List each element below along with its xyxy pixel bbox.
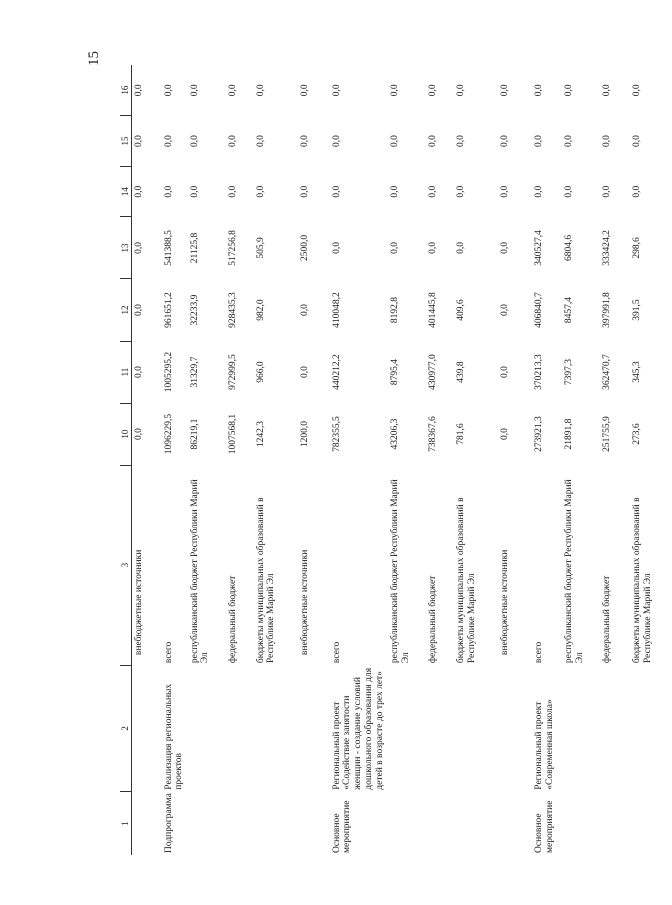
row-project-name xyxy=(188,665,226,792)
row-value: 0,0 xyxy=(331,135,342,147)
row-section-type: Основное мероприятие xyxy=(331,800,353,853)
row-value: 0,0 xyxy=(564,84,575,97)
row-value: 0,0 xyxy=(534,135,545,147)
column-header: 13 xyxy=(120,217,132,279)
row-value: 8457,4 xyxy=(564,296,575,324)
row-value: 1005295,2 xyxy=(163,351,174,393)
row-value: 0,0 xyxy=(189,135,200,147)
row-value: 1007568,1 xyxy=(227,413,238,455)
row-value: 781,6 xyxy=(456,423,467,445)
row-value: 0,0 xyxy=(299,135,310,147)
row-value: 1242,3 xyxy=(255,421,266,448)
row-value: 0,0 xyxy=(134,185,144,198)
column-header: 12 xyxy=(120,279,132,341)
row-project-name xyxy=(254,665,298,792)
table-row xyxy=(188,65,226,855)
row-value: 0,0 xyxy=(189,84,200,97)
row-value: 0,0 xyxy=(456,242,467,254)
row-value: 0,0 xyxy=(428,242,439,254)
row-value: 0,0 xyxy=(390,185,401,198)
row-value: 0,0 xyxy=(255,185,266,198)
column-header: 14 xyxy=(120,166,132,217)
row-value: 440212,2 xyxy=(331,354,342,390)
row-value: 0,0 xyxy=(456,185,467,198)
table-row xyxy=(630,65,672,855)
row-value: 0,0 xyxy=(227,135,238,147)
row-value: 0,0 xyxy=(602,84,613,97)
row-value: 0,0 xyxy=(500,135,511,147)
row-value: 333424,2 xyxy=(602,230,613,266)
row-value: 0,0 xyxy=(299,185,310,198)
row-value: 1096229,5 xyxy=(163,413,174,455)
row-value: 439,8 xyxy=(456,361,467,383)
table-row xyxy=(562,65,600,855)
row-value: 43206,3 xyxy=(390,418,401,450)
row-funding-source: всего xyxy=(534,641,545,664)
row-section-type xyxy=(188,792,226,855)
row-funding-source: внебюджетные источники xyxy=(299,549,310,656)
table-row xyxy=(254,65,298,855)
row-value: 410048,2 xyxy=(331,292,342,328)
row-value: 298,6 xyxy=(632,237,643,259)
row-section-type xyxy=(600,792,630,855)
row-funding-source: республиканский бюджет Республики Марий Эл xyxy=(390,479,412,664)
row-value: 32233,9 xyxy=(189,294,200,326)
row-section-type xyxy=(630,792,672,855)
table-row xyxy=(454,65,498,855)
row-value: 345,3 xyxy=(632,361,643,383)
row-value: 7397,3 xyxy=(564,358,575,386)
row-value: 273,6 xyxy=(632,423,643,445)
row-section-type xyxy=(454,792,498,855)
page-number: 15 xyxy=(86,51,102,66)
row-value: 0,0 xyxy=(534,185,545,198)
row-value: 0,0 xyxy=(390,84,401,97)
row-value: 0,0 xyxy=(428,185,439,198)
row-value: 0,0 xyxy=(632,185,643,198)
row-funding-source: всего xyxy=(163,641,174,664)
row-value: 0,0 xyxy=(564,135,575,147)
row-section-type xyxy=(298,792,330,855)
row-value: 1200,0 xyxy=(299,421,310,448)
row-value: 0,0 xyxy=(500,366,511,378)
row-value: 0,0 xyxy=(331,185,342,198)
row-value: 370213,3 xyxy=(534,354,545,390)
row-project-name: Реализация региональных проектов xyxy=(163,683,185,790)
row-funding-source: бюджеты муниципальных образований в Республике Марий Эл xyxy=(255,497,277,664)
row-section-type xyxy=(498,792,532,855)
row-project-name xyxy=(226,665,254,792)
row-project-name xyxy=(298,665,330,792)
table-row xyxy=(426,65,454,855)
row-value: 0,0 xyxy=(632,84,643,97)
table-row xyxy=(298,65,330,855)
row-value: 782355,5 xyxy=(331,416,342,452)
row-project-name: Региональный проект «Современная школа» xyxy=(534,699,556,790)
row-value: 391,5 xyxy=(632,299,643,321)
row-project-name xyxy=(388,665,426,792)
row-project-name xyxy=(132,665,162,792)
row-value: 0,0 xyxy=(390,242,401,254)
table-row xyxy=(132,65,162,855)
row-value: 0,0 xyxy=(500,428,511,440)
row-value: 0,0 xyxy=(428,84,439,97)
row-section-type xyxy=(388,792,426,855)
row-funding-source: республиканский бюджет Республики Марий Эл xyxy=(189,479,211,664)
row-value: 0,0 xyxy=(534,84,545,97)
row-value: 0,0 xyxy=(227,84,238,97)
row-value: 0,0 xyxy=(390,135,401,147)
row-value: 0,0 xyxy=(602,135,613,147)
budget-table xyxy=(120,65,672,855)
row-value: 505,9 xyxy=(255,237,266,259)
row-value: 0,0 xyxy=(299,84,310,97)
column-header: 3 xyxy=(120,465,132,665)
table-header xyxy=(120,65,132,855)
row-value: 0,0 xyxy=(163,135,174,147)
row-funding-source: федеральный бюджет xyxy=(227,575,238,664)
row-project-name xyxy=(498,665,532,792)
row-value: 0,0 xyxy=(299,304,310,316)
row-value: 0,0 xyxy=(134,366,144,378)
table-row xyxy=(600,65,630,855)
row-project-name xyxy=(600,665,630,792)
row-funding-source: бюджеты муниципальных образований в Республике Марий Эл xyxy=(456,497,478,664)
row-value: 21891,8 xyxy=(564,418,575,450)
row-value: 0,0 xyxy=(134,304,144,316)
row-value: 966,0 xyxy=(255,361,266,383)
row-value: 0,0 xyxy=(255,84,266,97)
row-value: 6804,6 xyxy=(564,234,575,262)
row-value: 0,0 xyxy=(163,84,174,97)
row-value: 0,0 xyxy=(500,304,511,316)
row-value: 0,0 xyxy=(331,242,342,254)
row-value: 0,0 xyxy=(564,185,575,198)
row-value: 2500,0 xyxy=(299,234,310,262)
row-section-type xyxy=(254,792,298,855)
row-value: 0,0 xyxy=(456,135,467,147)
row-value: 251755,9 xyxy=(602,416,613,452)
row-funding-source: республиканский бюджет Республики Марий Эл xyxy=(564,479,586,664)
row-value: 0,0 xyxy=(134,135,144,147)
row-value: 31329,7 xyxy=(189,356,200,388)
row-funding-source: бюджеты муниципальных образований в Республике Марий Эл xyxy=(632,497,654,664)
row-value: 0,0 xyxy=(428,135,439,147)
table-row xyxy=(226,65,254,855)
row-section-type: Основное мероприятие xyxy=(534,800,556,853)
column-header: 15 xyxy=(120,116,132,167)
row-value: 0,0 xyxy=(255,135,266,147)
row-value: 928435,3 xyxy=(227,292,238,328)
table-row xyxy=(532,65,562,855)
row-value: 0,0 xyxy=(134,428,144,440)
row-value: 0,0 xyxy=(299,366,310,378)
row-project-name xyxy=(630,665,672,792)
row-value: 273921,3 xyxy=(534,416,545,452)
row-value: 0,0 xyxy=(331,84,342,97)
row-value: 0,0 xyxy=(227,185,238,198)
row-value: 86219,1 xyxy=(189,418,200,450)
row-section-type xyxy=(562,792,600,855)
table-row xyxy=(498,65,532,855)
table-row xyxy=(388,65,426,855)
row-funding-source: федеральный бюджет xyxy=(602,575,613,664)
row-value: 0,0 xyxy=(632,135,643,147)
row-value: 738367,6 xyxy=(428,416,439,452)
row-section-type: Подпрограмма xyxy=(163,793,174,853)
row-value: 406840,7 xyxy=(534,292,545,328)
column-header: 10 xyxy=(120,403,132,465)
row-value: 8795,4 xyxy=(390,358,401,386)
row-value: 541388,5 xyxy=(163,230,174,266)
row-value: 401445,8 xyxy=(428,292,439,328)
row-funding-source: внебюджетные источники xyxy=(500,549,511,656)
row-value: 430977,0 xyxy=(428,354,439,390)
row-value: 0,0 xyxy=(163,185,174,198)
row-funding-source: всего xyxy=(331,641,342,664)
row-value: 0,0 xyxy=(500,84,511,97)
row-value: 0,0 xyxy=(456,84,467,97)
row-project-name xyxy=(562,665,600,792)
column-header: 2 xyxy=(120,665,132,792)
row-value: 21125,8 xyxy=(189,232,200,264)
row-value: 340527,4 xyxy=(534,230,545,266)
table-body xyxy=(132,65,672,855)
column-header: 11 xyxy=(120,341,132,403)
rotated-table-container xyxy=(120,65,654,855)
row-project-name: Региональный проект «Содействие занятости женщин - создание условий дошкольного образования для детей в возрасте до трех лет» xyxy=(331,667,386,790)
row-value: 0,0 xyxy=(500,185,511,198)
row-value: 0,0 xyxy=(189,185,200,198)
row-project-name xyxy=(426,665,454,792)
row-value: 397991,8 xyxy=(602,292,613,328)
row-value: 0,0 xyxy=(134,84,144,97)
column-header: 1 xyxy=(120,792,132,855)
row-value: 0,0 xyxy=(500,242,511,254)
row-value: 0,0 xyxy=(602,185,613,198)
row-section-type xyxy=(226,792,254,855)
row-value: 517256,8 xyxy=(227,230,238,266)
row-value: 409,6 xyxy=(456,299,467,321)
row-section-type xyxy=(132,792,162,855)
row-section-type xyxy=(426,792,454,855)
row-value: 0,0 xyxy=(134,242,144,254)
row-value: 982,0 xyxy=(255,299,266,321)
row-project-name xyxy=(454,665,498,792)
row-value: 961651,2 xyxy=(163,292,174,328)
row-value: 362470,7 xyxy=(602,354,613,390)
row-value: 8192,8 xyxy=(390,296,401,324)
table-row xyxy=(330,65,389,855)
row-funding-source: внебюджетные источники xyxy=(134,549,144,656)
column-header: 16 xyxy=(120,65,132,116)
row-funding-source: федеральный бюджет xyxy=(428,575,439,664)
row-value: 972999,5 xyxy=(227,354,238,390)
table-row xyxy=(162,65,188,855)
